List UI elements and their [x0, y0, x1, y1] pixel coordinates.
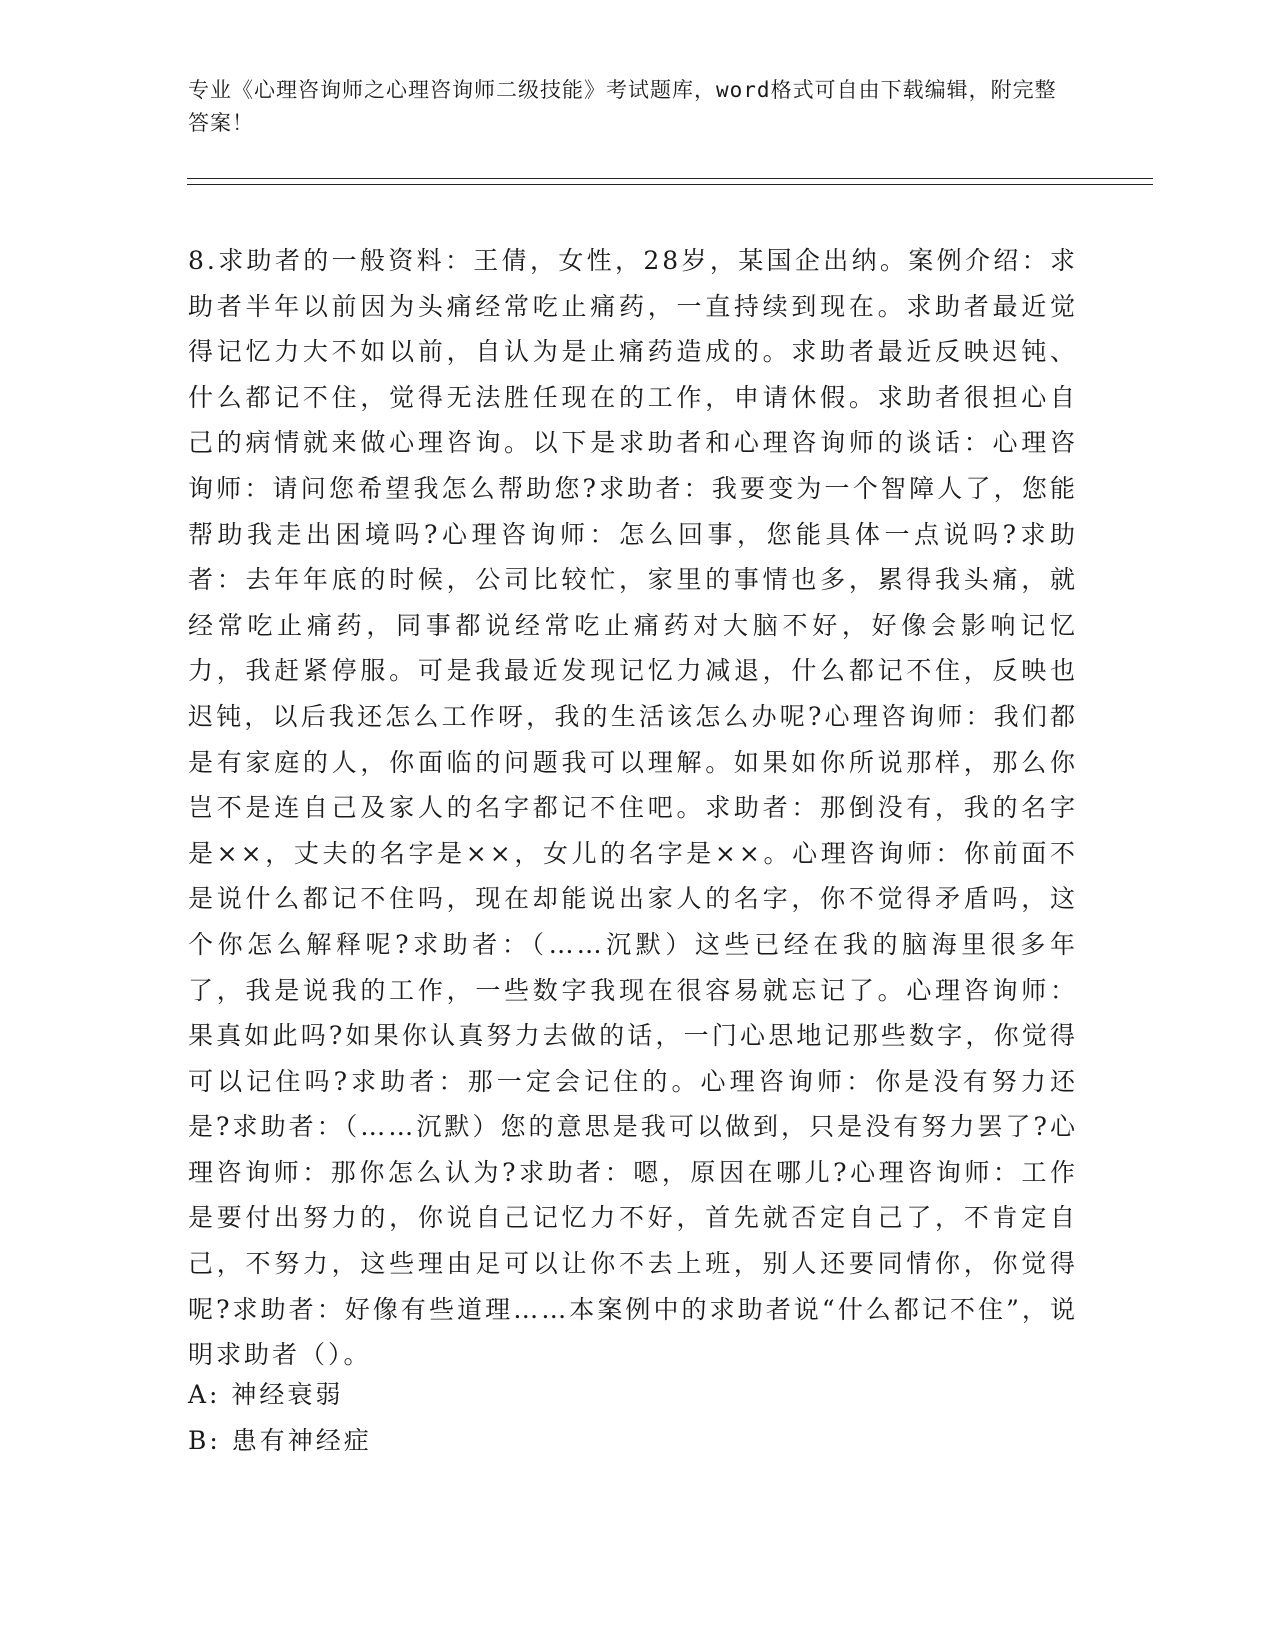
document-header: 专业《心理咨询师之心理咨询师二级技能》考试题库，word格式可自由下载编辑，附完整答案！	[188, 78, 1057, 135]
header-rule-top	[187, 178, 1153, 179]
option-b: B: 患有神经症	[188, 1426, 372, 1455]
header-rule-bottom	[187, 184, 1153, 185]
question-text: 8.求助者的一般资料：王倩，女性，28岁，某国企出纳。案例介绍：求助者半年以前因为头痛经常吃止痛药，一直持续到现在。求助者最近觉得记忆力大不如以前，自认为是止痛药造成的。求助者最近反映迟钝、什么都记不住，觉得无法胜任现在的工作，申请休假。求助者很担心自己的病情就来做心理咨询。以下是求助者和心理咨询师的谈话：心理咨询师：请问您希望我怎么帮助您?求助者：我要变为一个智障人了，您能帮助我走出困境吗?心理咨询师：怎么回事，您能具体一点说吗?求助者：去年年底的时候，公司比较忙，家里的事情也多，累得我头痛，就经常吃止痛药，同事都说经常吃止痛药对大脑不好，好像会影响记忆力，我赶紧停服。可是我最近发现记忆力减退，什么都记不住，反映也迟钝，以后我还怎么工作呀，我的生活该怎么办呢?心理咨询师：我们都是有家庭的人，你面临的问题我可以理解。如果如你所说那样，那么你岂不是连自己及家人的名字都记不住吧。求助者：那倒没有，我的名字是××，丈夫的名字是××，女儿的名字是××。心理咨询师：你前面不是说什么都记不住吗，现在却能说出家人的名字，你不觉得矛盾吗，这个你怎么解释呢?求助者：（……沉默）这些已经在我的脑海里很多年了，我是说我的工作，一些数字我现在很容易就忘记了。心理咨询师：果真如此吗?如果你认真努力去做的话，一门心思地记那些数字，你觉得可以记住吗?求助者：那一定会记住的。心理咨询师：你是没有努力还是?求助者：（……沉默）您的意思是我可以做到，只是没有努力罢了?心理咨询师：那你怎么认为?求助者：嗯，原因在哪儿?心理咨询师：工作是要付出努力的，你说自己记忆力不好，首先就否定自己了，不肯定自己，不努力，这些理由足可以让你不去上班，别人还要同情你，你觉得呢?求助者：好像有些道理……本案例中的求助者说“什么都记不住”，说明求助者（）。	[188, 246, 1078, 1370]
option-a: A: 神经衰弱	[188, 1380, 344, 1409]
